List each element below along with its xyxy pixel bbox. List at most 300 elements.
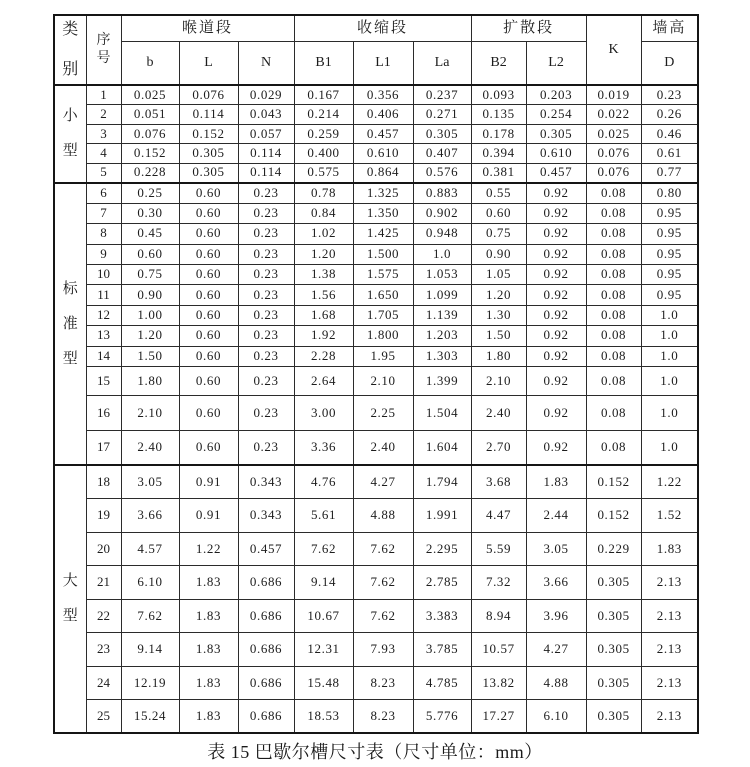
serial-cell: 10 [86,265,121,285]
table-row [54,203,698,223]
table-row [54,144,698,164]
value-cell: 2.785 [413,566,471,600]
value-cell: 0.60 [179,203,238,223]
value-cell: 0.686 [238,599,294,633]
header-sub-b: b [121,41,179,85]
value-cell: 7.62 [353,532,413,566]
value-cell: 0.23 [238,326,294,346]
category-cell [54,465,86,733]
header-serial-no [86,15,121,85]
value-cell: 5.776 [413,700,471,734]
value-cell: 0.60 [471,203,526,223]
value-cell: 1.83 [179,666,238,700]
value-cell: 0.08 [586,366,641,395]
value-cell: 0.254 [526,105,586,125]
value-cell: 4.88 [353,499,413,533]
category-label: 大 型 [62,573,78,625]
value-cell: 0.152 [179,124,238,144]
value-cell: 0.686 [238,566,294,600]
value-cell: 0.305 [586,700,641,734]
value-cell: 0.95 [641,244,698,264]
value-cell: 0.95 [641,224,698,244]
value-cell: 0.228 [121,163,179,183]
value-cell: 0.229 [586,532,641,566]
table-row [54,499,698,533]
table-row [54,163,698,183]
value-cell: 1.68 [294,305,353,325]
header-wall-height: 墙高 [641,15,698,41]
value-cell: 0.400 [294,144,353,164]
value-cell: 2.10 [121,395,179,430]
value-cell: 3.05 [121,465,179,499]
value-cell: 0.686 [238,700,294,734]
value-cell: 0.92 [526,183,586,203]
serial-cell: 17 [86,430,121,465]
value-cell: 0.77 [641,163,698,183]
value-cell: 2.64 [294,366,353,395]
table-row [54,700,698,734]
value-cell: 5.61 [294,499,353,533]
value-cell: 0.08 [586,346,641,366]
serial-cell: 19 [86,499,121,533]
value-cell: 0.60 [179,366,238,395]
value-cell: 0.92 [526,366,586,395]
value-cell: 0.45 [121,224,179,244]
value-cell: 2.13 [641,599,698,633]
value-cell: 0.30 [121,203,179,223]
value-cell: 12.31 [294,633,353,667]
value-cell: 0.92 [526,395,586,430]
value-cell: 0.23 [238,265,294,285]
value-cell: 0.152 [586,465,641,499]
table-row [54,599,698,633]
value-cell: 1.350 [353,203,413,223]
table-row [54,326,698,346]
table-row [54,395,698,430]
table-row [54,346,698,366]
value-cell: 1.20 [121,326,179,346]
value-cell: 1.20 [471,285,526,305]
value-cell: 4.785 [413,666,471,700]
table-row [54,666,698,700]
header-sub-B1: B1 [294,41,353,85]
value-cell: 0.23 [238,305,294,325]
serial-cell: 22 [86,599,121,633]
value-cell: 15.48 [294,666,353,700]
header-sub-L2: L2 [526,41,586,85]
value-cell: 0.08 [586,203,641,223]
value-cell: 0.381 [471,163,526,183]
value-cell: 0.08 [586,244,641,264]
value-cell: 7.93 [353,633,413,667]
header-serial-label: 序 号 [96,33,111,66]
value-cell: 2.295 [413,532,471,566]
value-cell: 0.576 [413,163,471,183]
header-sub-B2: B2 [471,41,526,85]
serial-cell: 9 [86,244,121,264]
value-cell: 0.23 [238,395,294,430]
table-caption: 表 15 巴歇尔槽尺寸表（尺寸单位：mm） [207,742,543,762]
table-row [54,85,698,105]
value-cell: 1.399 [413,366,471,395]
header-category [54,15,86,85]
value-cell: 8.23 [353,666,413,700]
value-cell: 2.10 [353,366,413,395]
value-cell: 1.83 [179,633,238,667]
value-cell: 1.38 [294,265,353,285]
value-cell: 2.13 [641,566,698,600]
value-cell: 1.52 [641,499,698,533]
value-cell: 0.178 [471,124,526,144]
value-cell: 0.043 [238,105,294,125]
value-cell: 0.076 [586,144,641,164]
value-cell: 4.27 [353,465,413,499]
value-cell: 2.44 [526,499,586,533]
value-cell: 1.650 [353,285,413,305]
value-cell: 0.95 [641,285,698,305]
value-cell: 0.08 [586,430,641,465]
value-cell: 0.90 [471,244,526,264]
serial-cell: 24 [86,666,121,700]
value-cell: 1.0 [641,430,698,465]
table-row [54,265,698,285]
table-row [54,366,698,395]
header-contraction-section: 收缩段 [294,15,471,41]
value-cell: 0.08 [586,326,641,346]
value-cell: 0.90 [121,285,179,305]
category-cell [54,85,86,183]
value-cell: 0.686 [238,633,294,667]
value-cell: 0.305 [586,633,641,667]
table-row [54,224,698,244]
value-cell: 0.167 [294,85,353,105]
value-cell: 3.05 [526,532,586,566]
value-cell: 8.23 [353,700,413,734]
value-cell: 3.68 [471,465,526,499]
value-cell: 1.991 [413,499,471,533]
value-cell: 0.305 [586,566,641,600]
table-row [54,566,698,600]
value-cell: 0.407 [413,144,471,164]
value-cell: 1.02 [294,224,353,244]
value-cell: 0.029 [238,85,294,105]
value-cell: 0.23 [641,85,698,105]
value-cell: 0.23 [238,244,294,264]
value-cell: 0.60 [179,430,238,465]
value-cell: 0.23 [238,366,294,395]
value-cell: 0.025 [121,85,179,105]
value-cell: 0.08 [586,395,641,430]
value-cell: 0.076 [121,124,179,144]
value-cell: 3.00 [294,395,353,430]
value-cell: 0.305 [586,599,641,633]
serial-cell: 4 [86,144,121,164]
value-cell: 2.10 [471,366,526,395]
value-cell: 6.10 [121,566,179,600]
value-cell: 0.610 [353,144,413,164]
value-cell: 13.82 [471,666,526,700]
value-cell: 0.60 [179,265,238,285]
value-cell: 0.114 [179,105,238,125]
value-cell: 7.32 [471,566,526,600]
value-cell: 3.785 [413,633,471,667]
table-row [54,244,698,264]
value-cell: 0.343 [238,499,294,533]
value-cell: 0.23 [238,430,294,465]
value-cell: 7.62 [353,566,413,600]
value-cell: 4.76 [294,465,353,499]
value-cell: 0.051 [121,105,179,125]
value-cell: 0.902 [413,203,471,223]
table-row [54,305,698,325]
serial-cell: 13 [86,326,121,346]
value-cell: 0.356 [353,85,413,105]
value-cell: 0.92 [526,326,586,346]
value-cell: 1.83 [179,599,238,633]
value-cell: 12.19 [121,666,179,700]
value-cell: 3.96 [526,599,586,633]
value-cell: 0.80 [641,183,698,203]
value-cell: 1.794 [413,465,471,499]
serial-cell: 8 [86,224,121,244]
value-cell: 2.40 [121,430,179,465]
value-cell: 1.139 [413,305,471,325]
value-cell: 1.0 [641,366,698,395]
value-cell: 0.23 [238,224,294,244]
value-cell: 0.114 [238,163,294,183]
value-cell: 0.343 [238,465,294,499]
value-cell: 1.0 [641,326,698,346]
value-cell: 0.259 [294,124,353,144]
value-cell: 0.60 [179,224,238,244]
value-cell: 0.237 [413,85,471,105]
table-row [54,465,698,499]
value-cell: 0.23 [238,203,294,223]
header-diffusion-section: 扩散段 [471,15,586,41]
value-cell: 1.83 [526,465,586,499]
value-cell: 0.23 [238,285,294,305]
serial-cell: 3 [86,124,121,144]
value-cell: 8.94 [471,599,526,633]
value-cell: 10.67 [294,599,353,633]
value-cell: 0.92 [526,224,586,244]
value-cell: 0.025 [586,124,641,144]
value-cell: 4.47 [471,499,526,533]
value-cell: 0.394 [471,144,526,164]
category-label: 标 准 型 [62,280,78,367]
table-row [54,532,698,566]
value-cell: 0.214 [294,105,353,125]
value-cell: 0.26 [641,105,698,125]
serial-cell: 15 [86,366,121,395]
value-cell: 0.305 [526,124,586,144]
value-cell: 0.135 [471,105,526,125]
header-sub-D: D [641,41,698,85]
value-cell: 3.36 [294,430,353,465]
value-cell: 0.022 [586,105,641,125]
table-row [54,183,698,203]
value-cell: 0.95 [641,265,698,285]
value-cell: 0.75 [121,265,179,285]
value-cell: 0.60 [179,326,238,346]
value-cell: 0.60 [179,305,238,325]
value-cell: 1.303 [413,346,471,366]
value-cell: 1.30 [471,305,526,325]
value-cell: 15.24 [121,700,179,734]
value-cell: 0.08 [586,183,641,203]
value-cell: 1.425 [353,224,413,244]
header-sub-L: L [179,41,238,85]
value-cell: 0.92 [526,203,586,223]
value-cell: 0.92 [526,430,586,465]
value-cell: 0.46 [641,124,698,144]
value-cell: 1.0 [413,244,471,264]
value-cell: 0.25 [121,183,179,203]
value-cell: 1.22 [641,465,698,499]
value-cell: 0.08 [586,265,641,285]
value-cell: 0.75 [471,224,526,244]
table-row [54,633,698,667]
value-cell: 1.705 [353,305,413,325]
value-cell: 0.883 [413,183,471,203]
serial-cell: 11 [86,285,121,305]
serial-cell: 12 [86,305,121,325]
value-cell: 1.575 [353,265,413,285]
serial-cell: 21 [86,566,121,600]
value-cell: 2.13 [641,633,698,667]
value-cell: 4.88 [526,666,586,700]
value-cell: 0.152 [586,499,641,533]
serial-cell: 6 [86,183,121,203]
value-cell: 1.0 [641,395,698,430]
value-cell: 5.59 [471,532,526,566]
header-category-label: 类 别 [62,21,79,78]
value-cell: 7.62 [294,532,353,566]
value-cell: 10.57 [471,633,526,667]
value-cell: 0.08 [586,285,641,305]
value-cell: 0.60 [179,183,238,203]
value-cell: 0.61 [641,144,698,164]
value-cell: 0.55 [471,183,526,203]
value-cell: 1.053 [413,265,471,285]
value-cell: 17.27 [471,700,526,734]
value-cell: 0.92 [526,285,586,305]
value-cell: 1.95 [353,346,413,366]
value-cell: 7.62 [121,599,179,633]
value-cell: 0.203 [526,85,586,105]
value-cell: 0.406 [353,105,413,125]
value-cell: 0.78 [294,183,353,203]
value-cell: 1.05 [471,265,526,285]
value-cell: 0.305 [179,163,238,183]
value-cell: 0.08 [586,305,641,325]
value-cell: 1.203 [413,326,471,346]
value-cell: 0.60 [179,395,238,430]
value-cell: 2.28 [294,346,353,366]
value-cell: 7.62 [353,599,413,633]
value-cell: 1.56 [294,285,353,305]
table-row [54,124,698,144]
value-cell: 3.66 [526,566,586,600]
value-cell: 0.95 [641,203,698,223]
serial-cell: 5 [86,163,121,183]
value-cell: 1.22 [179,532,238,566]
serial-cell: 25 [86,700,121,734]
serial-cell: 1 [86,85,121,105]
value-cell: 0.23 [238,183,294,203]
value-cell: 0.60 [179,346,238,366]
serial-cell: 7 [86,203,121,223]
header-sub-La: La [413,41,471,85]
value-cell: 1.0 [641,346,698,366]
value-cell: 2.25 [353,395,413,430]
value-cell: 0.864 [353,163,413,183]
value-cell: 0.92 [526,265,586,285]
value-cell: 0.948 [413,224,471,244]
value-cell: 4.27 [526,633,586,667]
value-cell: 0.076 [179,85,238,105]
value-cell: 2.13 [641,700,698,734]
table-row [54,285,698,305]
value-cell: 0.92 [526,305,586,325]
value-cell: 0.575 [294,163,353,183]
serial-cell: 14 [86,346,121,366]
value-cell: 3.66 [121,499,179,533]
value-cell: 0.60 [179,244,238,264]
value-cell: 1.504 [413,395,471,430]
value-cell: 0.92 [526,346,586,366]
value-cell: 4.57 [121,532,179,566]
value-cell: 2.70 [471,430,526,465]
value-cell: 3.383 [413,599,471,633]
value-cell: 1.500 [353,244,413,264]
value-cell: 0.92 [526,244,586,264]
value-cell: 0.057 [238,124,294,144]
value-cell: 0.271 [413,105,471,125]
value-cell: 2.13 [641,666,698,700]
value-cell: 9.14 [294,566,353,600]
value-cell: 6.10 [526,700,586,734]
value-cell: 1.83 [179,700,238,734]
serial-cell: 18 [86,465,121,499]
value-cell: 18.53 [294,700,353,734]
category-cell [54,183,86,466]
value-cell: 1.80 [471,346,526,366]
value-cell: 1.604 [413,430,471,465]
value-cell: 0.60 [179,285,238,305]
value-cell: 0.457 [238,532,294,566]
value-cell: 0.457 [353,124,413,144]
value-cell: 0.305 [413,124,471,144]
value-cell: 0.076 [586,163,641,183]
value-cell: 2.40 [353,430,413,465]
value-cell: 1.800 [353,326,413,346]
parshall-flume-size-table [53,14,699,734]
value-cell: 0.08 [586,224,641,244]
value-cell: 0.093 [471,85,526,105]
value-cell: 1.099 [413,285,471,305]
value-cell: 0.457 [526,163,586,183]
header-throat-section: 喉道段 [121,15,294,41]
header-k-column: K [586,15,641,85]
value-cell: 0.91 [179,499,238,533]
value-cell: 1.00 [121,305,179,325]
value-cell: 0.305 [179,144,238,164]
value-cell: 0.152 [121,144,179,164]
value-cell: 0.23 [238,346,294,366]
value-cell: 1.325 [353,183,413,203]
value-cell: 1.20 [294,244,353,264]
